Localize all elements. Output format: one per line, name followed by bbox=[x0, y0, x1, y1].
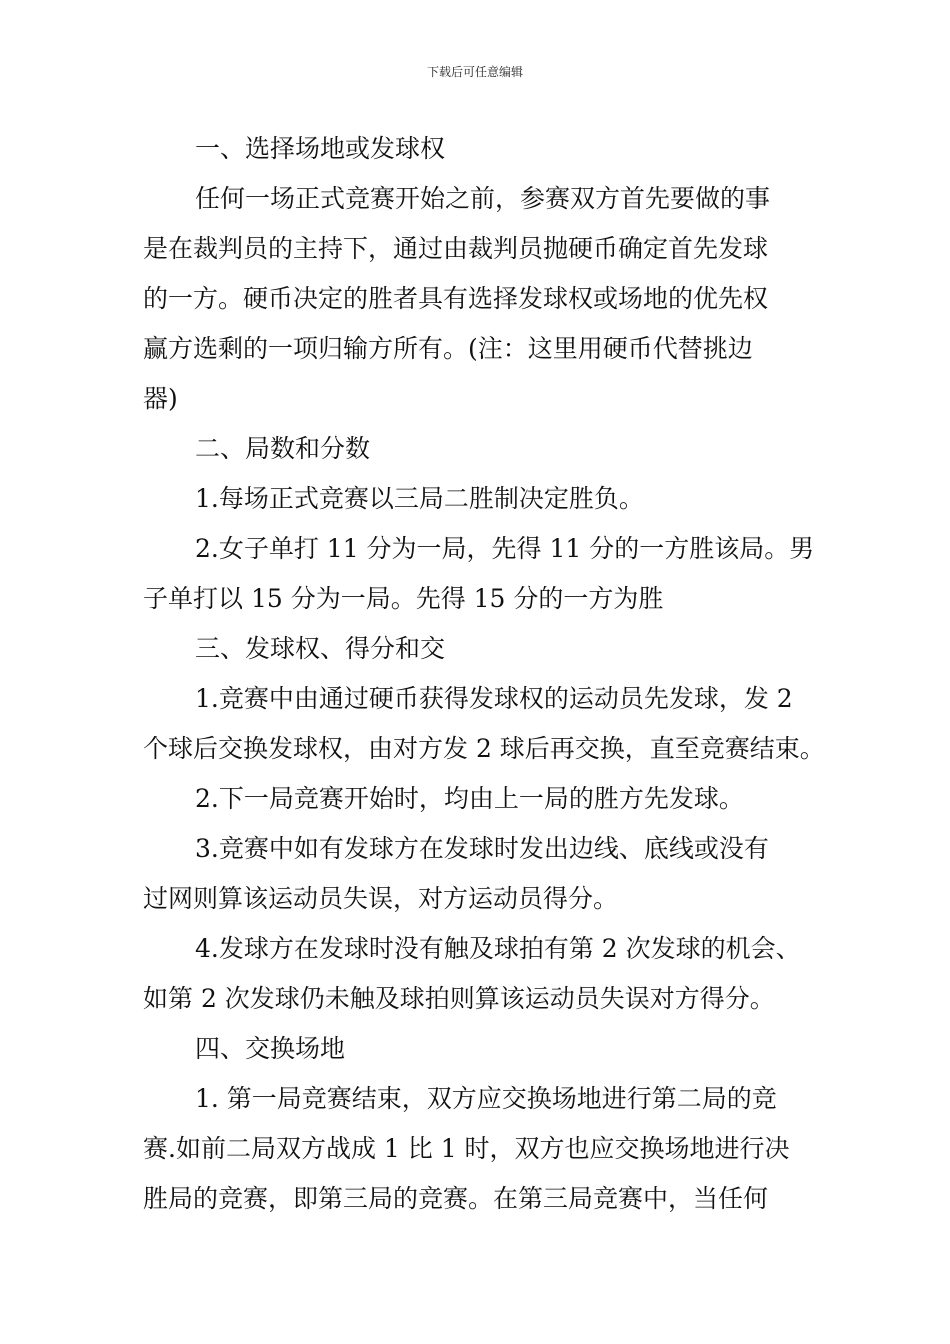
document-body bbox=[143, 124, 825, 1224]
paragraph-line: 1. 第一局竞赛结束，双方应交换场地进行第二局的竞 bbox=[195, 1084, 777, 1113]
paragraph-line: 任何一场正式竞赛开始之前，参赛双方首先要做的事 bbox=[195, 184, 771, 213]
section-heading-4: 四、交换场地 bbox=[195, 1034, 346, 1063]
paragraph-line: 4.发球方在发球时没有触及球拍有第 2 次发球的机会、 bbox=[195, 934, 801, 963]
paragraph-line: 的一方。硬币决定的胜者具有选择发球权或场地的优先权 bbox=[143, 284, 769, 313]
paragraph-line: 赛.如前二局双方战成 1 比 1 时，双方也应交换场地进行决 bbox=[143, 1134, 790, 1163]
paragraph-line: 2.下一局竞赛开始时，均由上一局的胜方先发球。 bbox=[195, 784, 744, 813]
paragraph-line: 3.竞赛中如有发球方在发球时发出边线、底线或没有 bbox=[195, 834, 769, 863]
section-heading-2: 二、局数和分数 bbox=[195, 434, 371, 463]
section-heading-1: 一、选择场地或发球权 bbox=[195, 134, 446, 163]
paragraph-line: 器) bbox=[143, 384, 178, 413]
paragraph-line: 是在裁判员的主持下，通过由裁判员抛硬币确定首先发球 bbox=[143, 234, 769, 263]
paragraph-line: 胜局的竞赛，即第三局的竞赛。在第三局竞赛中，当任何 bbox=[143, 1184, 769, 1213]
section-heading-3: 三、发球权、得分和交 bbox=[195, 634, 446, 663]
paragraph-line: 1.每场正式竞赛以三局二胜制决定胜负。 bbox=[195, 484, 644, 513]
paragraph-line: 如第 2 次发球仍未触及球拍则算该运动员失误对方得分。 bbox=[143, 984, 775, 1013]
paragraph-line: 过网则算该运动员失误，对方运动员得分。 bbox=[143, 884, 619, 913]
paragraph-line: 子单打以 15 分为一局。先得 15 分的一方为胜 bbox=[143, 584, 664, 613]
paragraph-line: 2.女子单打 11 分为一局，先得 11 分的一方胜该局。男 bbox=[195, 534, 815, 563]
page-header-note: 下载后可任意编辑 bbox=[426, 65, 523, 79]
paragraph-line: 1.竞赛中由通过硬币获得发球权的运动员先发球，发 2 bbox=[195, 684, 793, 713]
paragraph-line: 赢方选剩的一项归输方所有。(注：这里用硬币代替挑边 bbox=[143, 334, 753, 363]
paragraph-line: 个球后交换发球权，由对方发 2 球后再交换，直至竞赛结束。 bbox=[143, 734, 825, 763]
